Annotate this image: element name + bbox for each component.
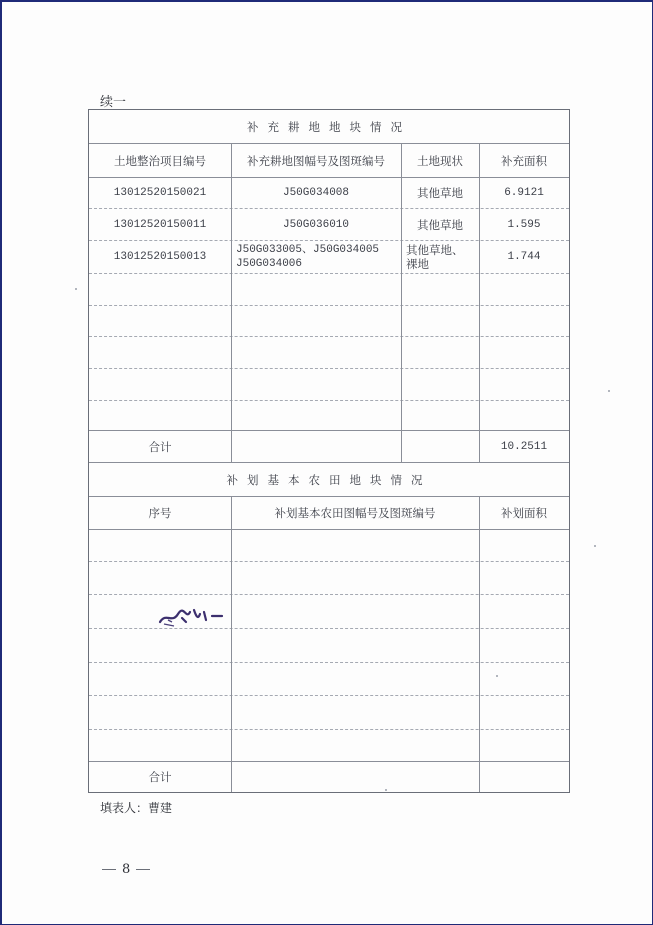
col-divider — [479, 497, 480, 792]
col-header-area: 补充面积 — [501, 153, 547, 168]
scan-speck — [608, 390, 610, 392]
divider — [89, 662, 569, 663]
col-divider — [479, 144, 480, 462]
dash-mark — [136, 869, 150, 870]
divider — [89, 561, 569, 562]
page-number-value: 8 — [122, 862, 131, 877]
dash-mark — [102, 869, 116, 870]
divider — [89, 400, 569, 401]
row2-area: 1.595 — [507, 218, 541, 231]
col-header-status: 土地现状 — [417, 153, 463, 168]
divider — [89, 273, 569, 274]
scan-speck — [594, 545, 596, 547]
row1-project-no: 13012520150021 — [113, 187, 207, 199]
filled-by-label: 填表人：曹建 — [100, 801, 173, 815]
section1-total-label: 合计 — [148, 439, 172, 454]
divider — [89, 305, 569, 306]
scan-speck — [496, 675, 498, 677]
section2-title: 补划基本农田地块情况 — [226, 472, 432, 487]
divider — [89, 336, 569, 337]
divider — [89, 594, 569, 595]
divider — [89, 695, 569, 696]
col-header-serial: 序号 — [148, 506, 172, 520]
scan-speck — [75, 288, 77, 290]
col-divider — [231, 497, 232, 792]
col-divider — [231, 144, 232, 462]
row2-project-no: 13012520150011 — [113, 218, 207, 231]
section2-total-label: 合计 — [148, 770, 172, 784]
col-header-farmland-map-no: 补划基本农田图幅号及图斑编号 — [274, 506, 436, 520]
scan-speck — [385, 789, 387, 791]
section1-title: 补充耕地地块情况 — [247, 119, 411, 134]
land-supplement-table — [88, 109, 570, 793]
divider — [89, 729, 569, 730]
row1-map-no: J50G034008 — [282, 187, 349, 199]
page-number — [102, 862, 150, 877]
col-header-project-no: 土地整治项目编号 — [114, 153, 206, 168]
divider — [89, 529, 569, 530]
row3-map-no: J50G033005、J50G034005 J50G034006 — [236, 244, 380, 270]
continued-label: 续一 — [100, 95, 127, 110]
row3-area: 1.744 — [507, 251, 541, 263]
row2-status: 其他草地 — [417, 217, 463, 232]
col-divider — [401, 144, 402, 462]
col-header-farmland-area: 补划面积 — [501, 506, 547, 520]
row1-status: 其他草地 — [417, 186, 463, 200]
ink-scribble-mark — [156, 602, 228, 630]
row2-map-no: J50G036010 — [282, 218, 349, 231]
row3-project-no: 13012520150013 — [113, 251, 207, 263]
col-header-map-no: 补充耕地图幅号及图斑编号 — [247, 153, 385, 168]
row1-area: 6.9121 — [504, 187, 544, 199]
divider — [89, 368, 569, 369]
section1-total-value: 10.2511 — [500, 440, 548, 453]
row3-status: 其他草地、 裸地 — [406, 243, 464, 271]
